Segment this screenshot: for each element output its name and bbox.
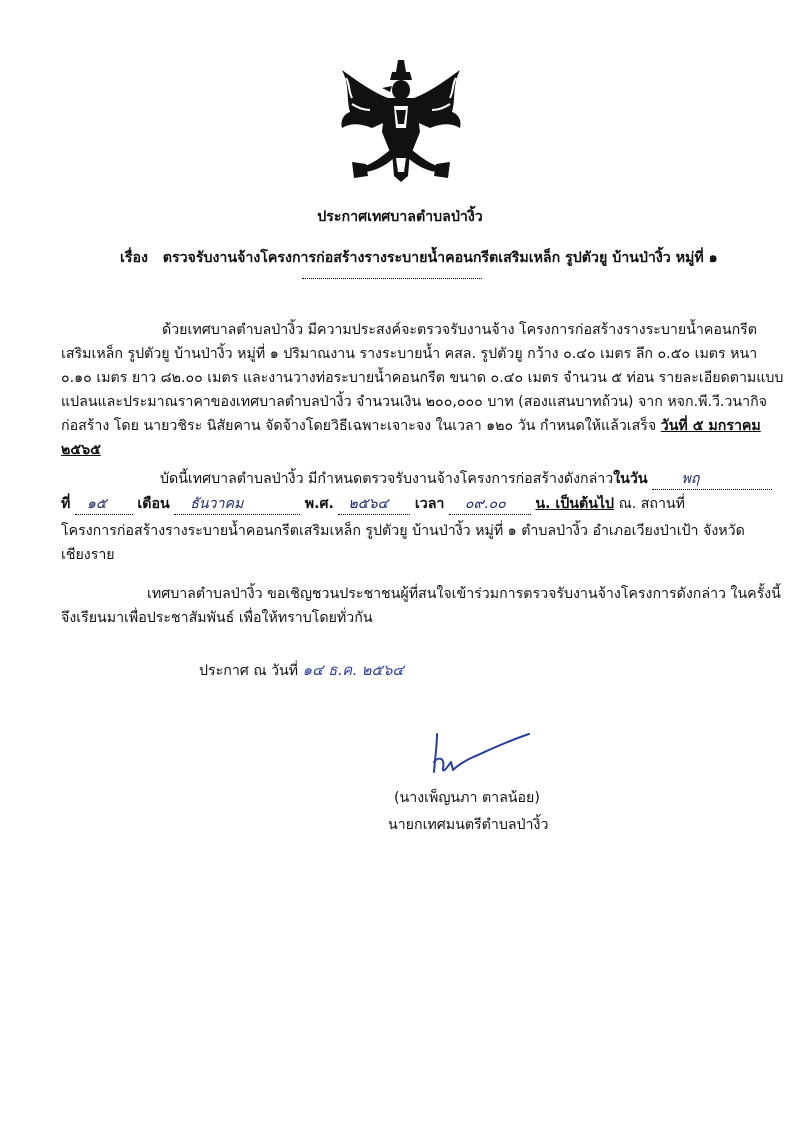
- announce-label: ประกาศ ณ วันที่: [199, 663, 299, 679]
- month-value: ธันวาคม: [190, 496, 244, 512]
- time-label: เวลา: [414, 496, 445, 512]
- subject-label: เรื่อง: [120, 250, 148, 266]
- garuda-emblem-icon: [336, 58, 466, 186]
- date-field: [75, 494, 133, 515]
- separator-dots: [302, 278, 482, 279]
- paragraph-1-line-5: [61, 416, 761, 436]
- paragraph-3-line-1: เทศบาลตำบลป่างิ้ว ขอเชิญชวนประชาชนผู้ที่สนใจเข้าร่วมการตรวจรับงานจ้างโครงการดังกล่าว ในครั้งนี้: [147, 586, 781, 602]
- month-label: เดือน: [137, 496, 170, 512]
- announce-date-line: [199, 660, 404, 681]
- paragraph-2-line-1: [160, 469, 772, 490]
- page-title: ประกาศเทศบาลตำบลป่างิ้ว: [317, 209, 483, 225]
- inspection-intro: บัดนี้เทศบาลตำบลป่างิ้ว มีกำหนดตรวจรับงานจ้างโครงการก่อสร้างดังกล่าว: [160, 471, 614, 487]
- paragraph-1-line-5-text: ก่อสร้าง โดย นายวชิระ นิสัยคาน จัดจ้างโดยวิธีเฉพาะเจาะจง ในเวลา ๑๒๐ วัน กำหนดให้แล้วเสร็จ: [61, 418, 657, 434]
- paragraph-2-line-3: โครงการก่อสร้างรางระบายน้ำคอนกรีตเสริมเหล็ก รูปตัวยู บ้านป่างิ้ว หมู่ที่ ๑ ตำบลป่างิ้ว อำเภอเวียงป่าเป้า จังหวัด: [61, 523, 745, 539]
- day-field: [652, 469, 772, 490]
- paragraph-1-line-4: แปลนและประมาณราคาของเทศบาลตำบลป่างิ้ว จำนวนเงิน ๒๐๐,๐๐๐ บาท (สองแสนบาทถ้วน) จาก หจก.พี.วี.วนากิจ: [61, 394, 767, 410]
- signer-position: นายกเทศมนตรีตำบลป่างิ้ว: [388, 817, 549, 833]
- year-field: [338, 494, 410, 515]
- paragraph-3-line-2: จึงเรียนมาเพื่อประชาสัมพันธ์ เพื่อให้ทราบโดยทั่วกัน: [61, 610, 373, 626]
- time-field: [449, 494, 531, 515]
- place-lead: ณ. สถานที่: [618, 496, 686, 512]
- paragraph-2-line-4: เชียงราย: [61, 547, 115, 563]
- month-field: [174, 494, 300, 515]
- signer-name: (นางเพ็ญนภา ตาลน้อย): [394, 790, 540, 806]
- handwritten-signature-icon: [425, 728, 535, 780]
- paragraph-1-line-2: เสริมเหล็ก รูปตัวยู บ้านป่างิ้ว หมู่ที่ ๑ ปริมาณงาน รางระบายน้ำ คสล. รูปตัวยู กว้าง ๐.๔๐ เมตร ลึก ๐.๕๐ เมตร หนา: [61, 346, 758, 362]
- date-label: ที่: [61, 496, 71, 512]
- year-value: ๒๕๖๔: [348, 496, 389, 512]
- paragraph-2-line-2: [61, 494, 685, 515]
- time-unit: น. เป็นต้นไป: [535, 496, 615, 512]
- year-label: พ.ศ.: [304, 496, 334, 512]
- time-value: ๐๙.๐๐: [464, 496, 506, 512]
- paragraph-1-line-3: ๐.๑๐ เมตร ยาว ๘๒.๐๐ เมตร และงานวางท่อระบายน้ำคอนกรีต ขนาด ๐.๔๐ เมตร จำนวน ๕ ท่อน รายละเอียดตามแบบ: [61, 370, 784, 386]
- completion-deadline: วันที่ ๕ มกราคม: [660, 418, 761, 434]
- subject-text: ตรวจรับงานจ้างโครงการก่อสร้างรางระบายน้ำคอนกรีตเสริมเหล็ก รูปตัวยู บ้านป่างิ้ว หมู่ที่ ๑: [162, 250, 718, 266]
- day-label: ในวัน: [613, 471, 648, 487]
- subject-line: [120, 248, 718, 268]
- day-value: พฤ: [681, 471, 700, 487]
- paragraph-1-line-1: ด้วยเทศบาลตำบลป่างิ้ว มีความประสงค์จะตรวจรับงานจ้าง โครงการก่อสร้างรางระบายน้ำคอนกรีต: [162, 322, 758, 338]
- date-value: ๑๕: [86, 496, 107, 512]
- completion-deadline-year: ๒๕๖๕: [61, 442, 101, 458]
- announce-date-handwritten: ๑๔ ธ.ค. ๒๕๖๔: [302, 661, 404, 679]
